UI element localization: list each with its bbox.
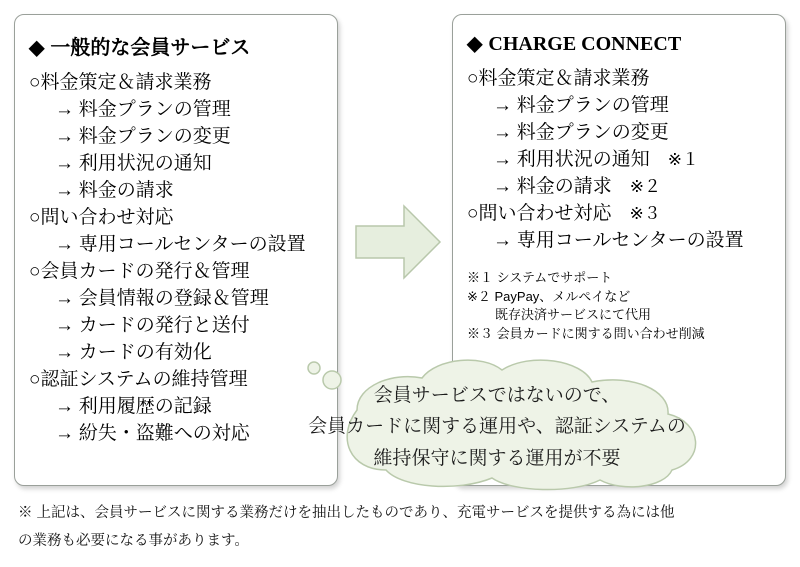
footnote-text: ※３ 会員カードに関する問い合わせ削減 [467,326,705,342]
list-item: → 専用コールセンターの設置 [55,233,306,255]
footnote-continuation: 既存決済サービスにて代用 [495,307,652,323]
cloud-line: 会員サービスではないので、 [373,385,621,406]
list-item: ○問い合わせ対応 [29,206,174,228]
list-item: → 紛失・盗難への対応 [55,422,250,444]
list-item [453,174,785,201]
right-panel-item-list [453,66,785,255]
left-panel-title [29,31,337,60]
list-item [453,147,785,174]
list-item [453,93,785,120]
list-item: → 利用履歴の記録 [55,395,212,417]
list-item [453,120,785,147]
list-item: ○認証システムの維持管理 [29,368,248,390]
footnote [467,288,785,326]
list-item-note: ※１ [667,149,700,169]
list-item [453,201,785,228]
list-item: → 会員情報の登録＆管理 [55,287,269,309]
bottom-note-line: の業務も必要になる事があります。 [18,532,249,549]
list-item: → 料金の請求 [55,179,174,201]
diamond-icon: ◆ [29,37,45,59]
list-item-label: → 専用コールセンターの設置 [493,229,744,251]
cloud-line: 維持保守に関する運用が不要 [373,447,621,469]
list-item: ○会員カードの発行＆管理 [29,260,250,282]
left-panel-title-text: 一般的な会員サービス [50,37,251,59]
bottom-note [18,500,782,555]
right-panel-footnotes [453,269,785,344]
cloud-line: 会員カードに関する運用や、認証システムの [308,416,686,438]
list-item-note: ※３ [629,203,661,223]
footnote [467,325,785,344]
list-item: → 利用状況の通知 [55,152,212,174]
list-item-label: ○料金策定＆請求業務 [467,68,650,89]
diamond-icon: ◆ [467,33,483,55]
list-item: → カードの有効化 [55,341,212,363]
bottom-note-line: ※ 上記は、会員サービスに関する業務だけを抽出したものであり、充電サービスを提供する為には他 [18,505,675,521]
footnote-text: ※２ PayPay、メルペイなど [467,288,631,304]
list-item-note: ※２ [629,176,662,196]
list-item-label: → 利用状況の通知 [493,148,650,170]
list-item [453,228,785,255]
right-panel-title [467,31,785,56]
list-item-label: ○問い合わせ対応 [467,202,612,224]
right-panel-title-text: CHARGE CONNECT [488,33,682,55]
footnote [467,269,785,288]
list-item: → 料金プランの管理 [55,98,231,120]
list-item [453,66,785,93]
list-item-label: → 料金の請求 [493,175,612,197]
list-item: → 料金プランの変更 [55,125,231,147]
right-arrow-icon [352,196,444,288]
cloud-callout-text [262,380,732,474]
list-item-label: → 料金プランの管理 [493,94,669,116]
list-item: ○料金策定＆請求業務 [29,72,212,93]
list-item: → カードの発行と送付 [55,314,250,336]
footnote-text: ※１ システムでサポート [467,269,613,285]
list-item-label: → 料金プランの変更 [493,121,669,143]
